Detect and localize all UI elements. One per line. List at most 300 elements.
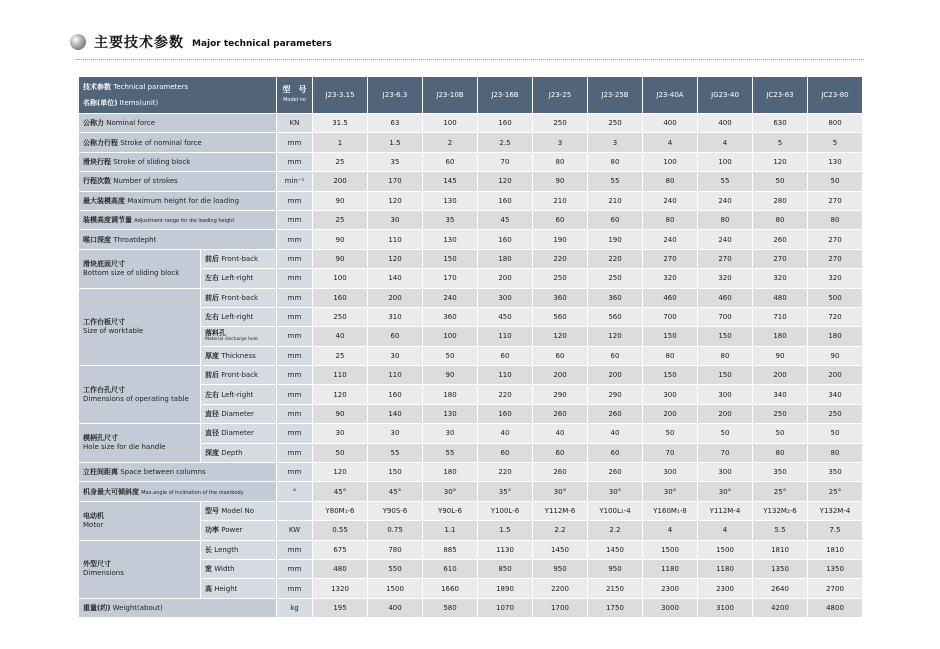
value-cell: 80 (753, 443, 808, 462)
value-cell: 30° (533, 482, 588, 501)
value-cell: 290 (533, 385, 588, 404)
row-label (79, 172, 277, 191)
value-cell: 80 (698, 210, 753, 229)
value-cell: 80 (698, 346, 753, 365)
value-cell: 30 (313, 424, 368, 443)
sub-label-cn: 深度 (205, 448, 219, 457)
sub-label-en: Height (214, 584, 238, 593)
value-cell: 150 (423, 249, 478, 268)
value-cell: 260 (588, 404, 643, 423)
row-label-en: Space between columns (120, 468, 206, 477)
unit-cell: mm (277, 463, 313, 482)
value-cell: 2200 (533, 579, 588, 598)
group-label-cn: 外型尺寸 (83, 560, 111, 569)
value-cell: 1810 (753, 540, 808, 559)
sub-label-en: Diameter (221, 410, 254, 419)
value-cell: 90 (533, 172, 588, 191)
value-cell: Y160M₁-8 (643, 501, 698, 520)
value-cell: 130 (808, 152, 863, 171)
value-cell: 270 (643, 249, 698, 268)
sub-label (201, 307, 277, 326)
value-cell: 1130 (478, 540, 533, 559)
sub-label (201, 404, 277, 423)
value-cell: 150 (698, 327, 753, 346)
sub-label (201, 521, 277, 540)
value-cell: 120 (313, 385, 368, 404)
value-cell: 60 (533, 346, 588, 365)
value-cell: 2700 (808, 579, 863, 598)
value-cell: 560 (533, 307, 588, 326)
value-cell: 30 (368, 210, 423, 229)
unit-cell: KN (277, 114, 313, 133)
unit-cell: mm (277, 404, 313, 423)
value-cell: 500 (808, 288, 863, 307)
value-cell: 350 (808, 463, 863, 482)
value-cell: 4800 (808, 598, 863, 617)
value-cell: 80 (643, 346, 698, 365)
value-cell: 160 (368, 385, 423, 404)
value-cell: 120 (368, 249, 423, 268)
value-cell: 40 (313, 327, 368, 346)
value-cell: 60 (533, 443, 588, 462)
value-cell: 45° (368, 482, 423, 501)
row-label-en: Stroke of nominal force (120, 138, 202, 147)
value-cell: 250 (313, 307, 368, 326)
row-label-cn: 机身最大可倾斜度 (83, 487, 139, 496)
value-cell: 25 (313, 346, 368, 365)
sub-label-cn: 落料孔 (205, 329, 226, 338)
value-cell: 1180 (643, 559, 698, 578)
unit-cell: ° (277, 482, 313, 501)
unit-cell: mm (277, 559, 313, 578)
row-label (79, 210, 277, 229)
value-cell: 400 (698, 114, 753, 133)
model-header: J23-25B (588, 77, 643, 114)
value-cell: Y100L-6 (478, 501, 533, 520)
value-cell: 580 (423, 598, 478, 617)
value-cell: 25° (753, 482, 808, 501)
header-divider (76, 59, 864, 60)
group-label-en: Size of worktable (83, 326, 144, 335)
unit-cell: kg (277, 598, 313, 617)
value-cell: 450 (478, 307, 533, 326)
value-cell: 60 (588, 346, 643, 365)
value-cell: 950 (588, 559, 643, 578)
value-cell: 4200 (753, 598, 808, 617)
value-cell: 100 (643, 152, 698, 171)
value-cell: 210 (533, 191, 588, 210)
value-cell: 200 (588, 366, 643, 385)
sub-label-cn: 左右 (205, 390, 219, 399)
sub-label (201, 366, 277, 385)
value-cell: 30 (368, 424, 423, 443)
sub-label (201, 249, 277, 268)
model-header: J23-25 (533, 77, 588, 114)
value-cell: 1890 (478, 579, 533, 598)
sub-label (201, 559, 277, 578)
value-cell: 120 (313, 463, 368, 482)
value-cell: 55 (423, 443, 478, 462)
value-cell: 45 (478, 210, 533, 229)
table-row (79, 366, 863, 385)
value-cell: 675 (313, 540, 368, 559)
value-cell: 25 (313, 210, 368, 229)
sub-label-cn: 长 (205, 545, 212, 554)
value-cell: 60 (423, 152, 478, 171)
value-cell: 310 (368, 307, 423, 326)
value-cell: 25° (808, 482, 863, 501)
value-cell: 250 (533, 269, 588, 288)
sub-label-en: Length (214, 545, 239, 554)
value-cell: 290 (588, 385, 643, 404)
table-row (79, 191, 863, 210)
row-label-cn: 滑块行程 (83, 157, 111, 166)
value-cell: 170 (368, 172, 423, 191)
sub-label (201, 424, 277, 443)
sub-label (201, 269, 277, 288)
unit-cell: mm (277, 210, 313, 229)
unit-cell: mm (277, 307, 313, 326)
value-cell: 60 (533, 210, 588, 229)
value-cell: 885 (423, 540, 478, 559)
header-params-cell: 技术参数 Technical parameters 名称(单位) Items(unit) (79, 77, 277, 114)
value-cell: 4 (698, 521, 753, 540)
row-label-cn: 最大装模高度 (83, 196, 125, 205)
sub-label (201, 385, 277, 404)
value-cell: 3100 (698, 598, 753, 617)
value-cell: 250 (588, 269, 643, 288)
unit-cell: mm (277, 424, 313, 443)
value-cell: 630 (753, 114, 808, 133)
value-cell: 250 (588, 114, 643, 133)
value-cell: 4 (643, 521, 698, 540)
value-cell: 50 (753, 424, 808, 443)
value-cell: 195 (313, 598, 368, 617)
value-cell: 80 (588, 152, 643, 171)
value-cell: Y112M-4 (698, 501, 753, 520)
value-cell: 170 (423, 269, 478, 288)
value-cell: 360 (423, 307, 478, 326)
row-label-cn: 喉口深度 (83, 235, 111, 244)
bullet-icon (70, 34, 86, 50)
table-row (79, 152, 863, 171)
value-cell: 1180 (698, 559, 753, 578)
value-cell: 50 (808, 172, 863, 191)
table-row (79, 463, 863, 482)
value-cell: 90 (313, 191, 368, 210)
value-cell: 270 (808, 230, 863, 249)
value-cell: 130 (423, 191, 478, 210)
value-cell: 160 (478, 114, 533, 133)
unit-cell: mm (277, 327, 313, 346)
row-label (79, 230, 277, 249)
unit-cell: mm (277, 133, 313, 152)
value-cell: 30° (588, 482, 643, 501)
value-cell: 40 (588, 424, 643, 443)
sub-label-cn: 直径 (205, 429, 219, 438)
value-cell: 4 (643, 133, 698, 152)
value-cell: 360 (588, 288, 643, 307)
value-cell: 120 (588, 327, 643, 346)
value-cell: 220 (478, 385, 533, 404)
value-cell: 100 (423, 114, 478, 133)
unit-cell: mm (277, 346, 313, 365)
value-cell: 1660 (423, 579, 478, 598)
value-cell: 240 (643, 230, 698, 249)
value-cell: 610 (423, 559, 478, 578)
value-cell: 200 (698, 404, 753, 423)
sub-label-en: Width (214, 565, 235, 574)
sub-label-en: Left-right (221, 390, 254, 399)
group-label (79, 249, 201, 288)
value-cell: 5.5 (753, 521, 808, 540)
value-cell: 140 (368, 269, 423, 288)
value-cell: 150 (368, 463, 423, 482)
table-row (79, 172, 863, 191)
value-cell: 180 (808, 327, 863, 346)
group-label-en: Dimensions of operating table (83, 394, 189, 403)
value-cell: 90 (313, 404, 368, 423)
value-cell: Y80M₁-6 (313, 501, 368, 520)
row-label-en: Stroke of sliding block (113, 157, 191, 166)
sub-label-cn: 左右 (205, 313, 219, 322)
value-cell: 270 (808, 249, 863, 268)
sub-label-en: Left-right (221, 274, 254, 283)
table-row (79, 540, 863, 559)
sub-label-en: Thickness (221, 351, 256, 360)
value-cell: 70 (698, 443, 753, 462)
value-cell: 950 (533, 559, 588, 578)
value-cell: 50 (753, 172, 808, 191)
value-cell: 130 (423, 230, 478, 249)
spec-table (78, 76, 863, 618)
value-cell: Y132M₂-6 (753, 501, 808, 520)
sub-label-cn: 型号 (205, 507, 219, 515)
group-label-en: Bottom size of sliding block (83, 268, 180, 277)
value-cell: 1070 (478, 598, 533, 617)
table-row (79, 424, 863, 443)
sub-label-cn: 前后 (205, 254, 219, 263)
value-cell: 35 (423, 210, 478, 229)
row-label-en: Nominal force (106, 119, 156, 128)
value-cell: 2150 (588, 579, 643, 598)
value-cell: 220 (478, 463, 533, 482)
value-cell: 360 (533, 288, 588, 307)
value-cell: 850 (478, 559, 533, 578)
value-cell: 55 (698, 172, 753, 191)
value-cell: 45° (313, 482, 368, 501)
unit-cell: mm (277, 366, 313, 385)
unit-cell (277, 501, 313, 520)
row-label-en: Weight(about) (112, 603, 163, 612)
value-cell: 200 (313, 172, 368, 191)
value-cell: 190 (533, 230, 588, 249)
value-cell: 63 (368, 114, 423, 133)
value-cell: 90 (423, 366, 478, 385)
value-cell: 50 (808, 424, 863, 443)
row-label (79, 114, 277, 133)
value-cell: 120 (478, 172, 533, 191)
value-cell: 700 (698, 307, 753, 326)
value-cell: 35 (368, 152, 423, 171)
group-label-cn: 工作台孔尺寸 (83, 385, 125, 394)
unit-cell: mm (277, 230, 313, 249)
value-cell: 110 (368, 230, 423, 249)
value-cell: 80 (808, 443, 863, 462)
table-row (79, 210, 863, 229)
value-cell: 480 (313, 559, 368, 578)
value-cell: 150 (643, 366, 698, 385)
value-cell: 1320 (313, 579, 368, 598)
value-cell: 60 (588, 443, 643, 462)
sub-label-en: Diameter (221, 429, 254, 438)
value-cell: 700 (643, 307, 698, 326)
value-cell: 3 (533, 133, 588, 152)
value-cell: 180 (423, 385, 478, 404)
value-cell: 80 (533, 152, 588, 171)
sub-label (201, 327, 277, 346)
value-cell: 60 (478, 443, 533, 462)
value-cell: 210 (588, 191, 643, 210)
value-cell: 100 (423, 327, 478, 346)
value-cell: Y90L-6 (423, 501, 478, 520)
value-cell: 160 (478, 230, 533, 249)
model-header: J23-40A (643, 77, 698, 114)
group-label (79, 501, 201, 540)
value-cell: 3 (588, 133, 643, 152)
value-cell: 550 (368, 559, 423, 578)
value-cell: 300 (698, 385, 753, 404)
value-cell: 1810 (808, 540, 863, 559)
value-cell: 200 (478, 269, 533, 288)
sub-label-en: Left-right (221, 313, 254, 322)
value-cell: 40 (478, 424, 533, 443)
sub-label-cn: 直径 (205, 410, 219, 419)
value-cell: 1500 (643, 540, 698, 559)
value-cell: 2.2 (533, 521, 588, 540)
value-cell: 560 (588, 307, 643, 326)
value-cell: 50 (313, 443, 368, 462)
group-label (79, 366, 201, 424)
value-cell: 250 (753, 404, 808, 423)
value-cell: 3000 (643, 598, 698, 617)
model-header: J23-6.3 (368, 77, 423, 114)
group-label-en: Dimensions (83, 569, 124, 578)
value-cell: 5 (753, 133, 808, 152)
value-cell: 1500 (698, 540, 753, 559)
value-cell: 5 (808, 133, 863, 152)
sub-label-cn: 前后 (205, 371, 219, 380)
sub-label (201, 501, 277, 520)
value-cell: 2.5 (478, 133, 533, 152)
value-cell: 80 (643, 172, 698, 191)
sub-label-cn: 功率 (205, 526, 219, 535)
model-header: JC23-80 (808, 77, 863, 114)
value-cell: 300 (698, 463, 753, 482)
value-cell: 130 (423, 404, 478, 423)
row-label-cn: 装模高度调节量 (83, 216, 132, 225)
row-label-en: Maximum height for die loading (127, 196, 240, 205)
model-header: JG23-40 (698, 77, 753, 114)
sub-label-cn: 宽 (205, 565, 212, 574)
table-row (79, 230, 863, 249)
value-cell: 300 (478, 288, 533, 307)
unit-cell: mm (277, 191, 313, 210)
value-cell: 50 (423, 346, 478, 365)
row-label (79, 482, 277, 501)
table-row (79, 501, 863, 520)
value-cell: Y112M-6 (533, 501, 588, 520)
value-cell: 1450 (533, 540, 588, 559)
sub-label (201, 443, 277, 462)
value-cell: 340 (753, 385, 808, 404)
value-cell: 200 (643, 404, 698, 423)
page-header (70, 30, 332, 54)
value-cell: 145 (423, 172, 478, 191)
value-cell: 720 (808, 307, 863, 326)
value-cell: 90 (753, 346, 808, 365)
value-cell: 400 (643, 114, 698, 133)
value-cell: 240 (643, 191, 698, 210)
value-cell: Y100L₁-4 (588, 501, 643, 520)
page-title-cn: 主要技术参数 (94, 35, 184, 51)
page-title-en: Major technical parameters (192, 38, 332, 49)
group-label-cn: 工作台板尺寸 (83, 317, 125, 326)
value-cell: 800 (808, 114, 863, 133)
value-cell: 200 (533, 366, 588, 385)
value-cell: 40 (533, 424, 588, 443)
unit-cell: mm (277, 579, 313, 598)
value-cell: 150 (643, 327, 698, 346)
value-cell: 200 (753, 366, 808, 385)
sub-label-cn: 高 (205, 584, 212, 593)
value-cell: 260 (588, 463, 643, 482)
value-cell: 30° (423, 482, 478, 501)
row-label (79, 133, 277, 152)
value-cell: 710 (753, 307, 808, 326)
value-cell: 2300 (643, 579, 698, 598)
table-row (79, 133, 863, 152)
model-header: J23-10B (423, 77, 478, 114)
sub-label-en: Front-back (221, 254, 259, 263)
value-cell: Y132M-4 (808, 501, 863, 520)
value-cell: 160 (313, 288, 368, 307)
model-header: J23-3.15 (313, 77, 368, 114)
group-label-cn: 电动机 (83, 511, 104, 520)
value-cell: 60 (368, 327, 423, 346)
value-cell: 100 (698, 152, 753, 171)
value-cell: 220 (533, 249, 588, 268)
row-label-cn: 立柱间距离 (83, 468, 118, 477)
value-cell: 240 (698, 230, 753, 249)
table-row (79, 114, 863, 133)
table-header-row (79, 77, 863, 114)
row-label-cn: 公称力 (83, 119, 104, 128)
value-cell: 110 (478, 366, 533, 385)
sub-label-cn: 左右 (205, 274, 219, 283)
value-cell: 400 (368, 598, 423, 617)
row-label-en: Number of strokes (113, 177, 178, 186)
model-header: JC23-63 (753, 77, 808, 114)
value-cell: 1700 (533, 598, 588, 617)
model-header: J23-16B (478, 77, 533, 114)
value-cell: 80 (643, 210, 698, 229)
sub-label-en: Depth (221, 448, 243, 457)
sub-label (201, 579, 277, 598)
sub-label (201, 346, 277, 365)
value-cell: 200 (368, 288, 423, 307)
sub-label-en: Front-back (221, 371, 259, 380)
